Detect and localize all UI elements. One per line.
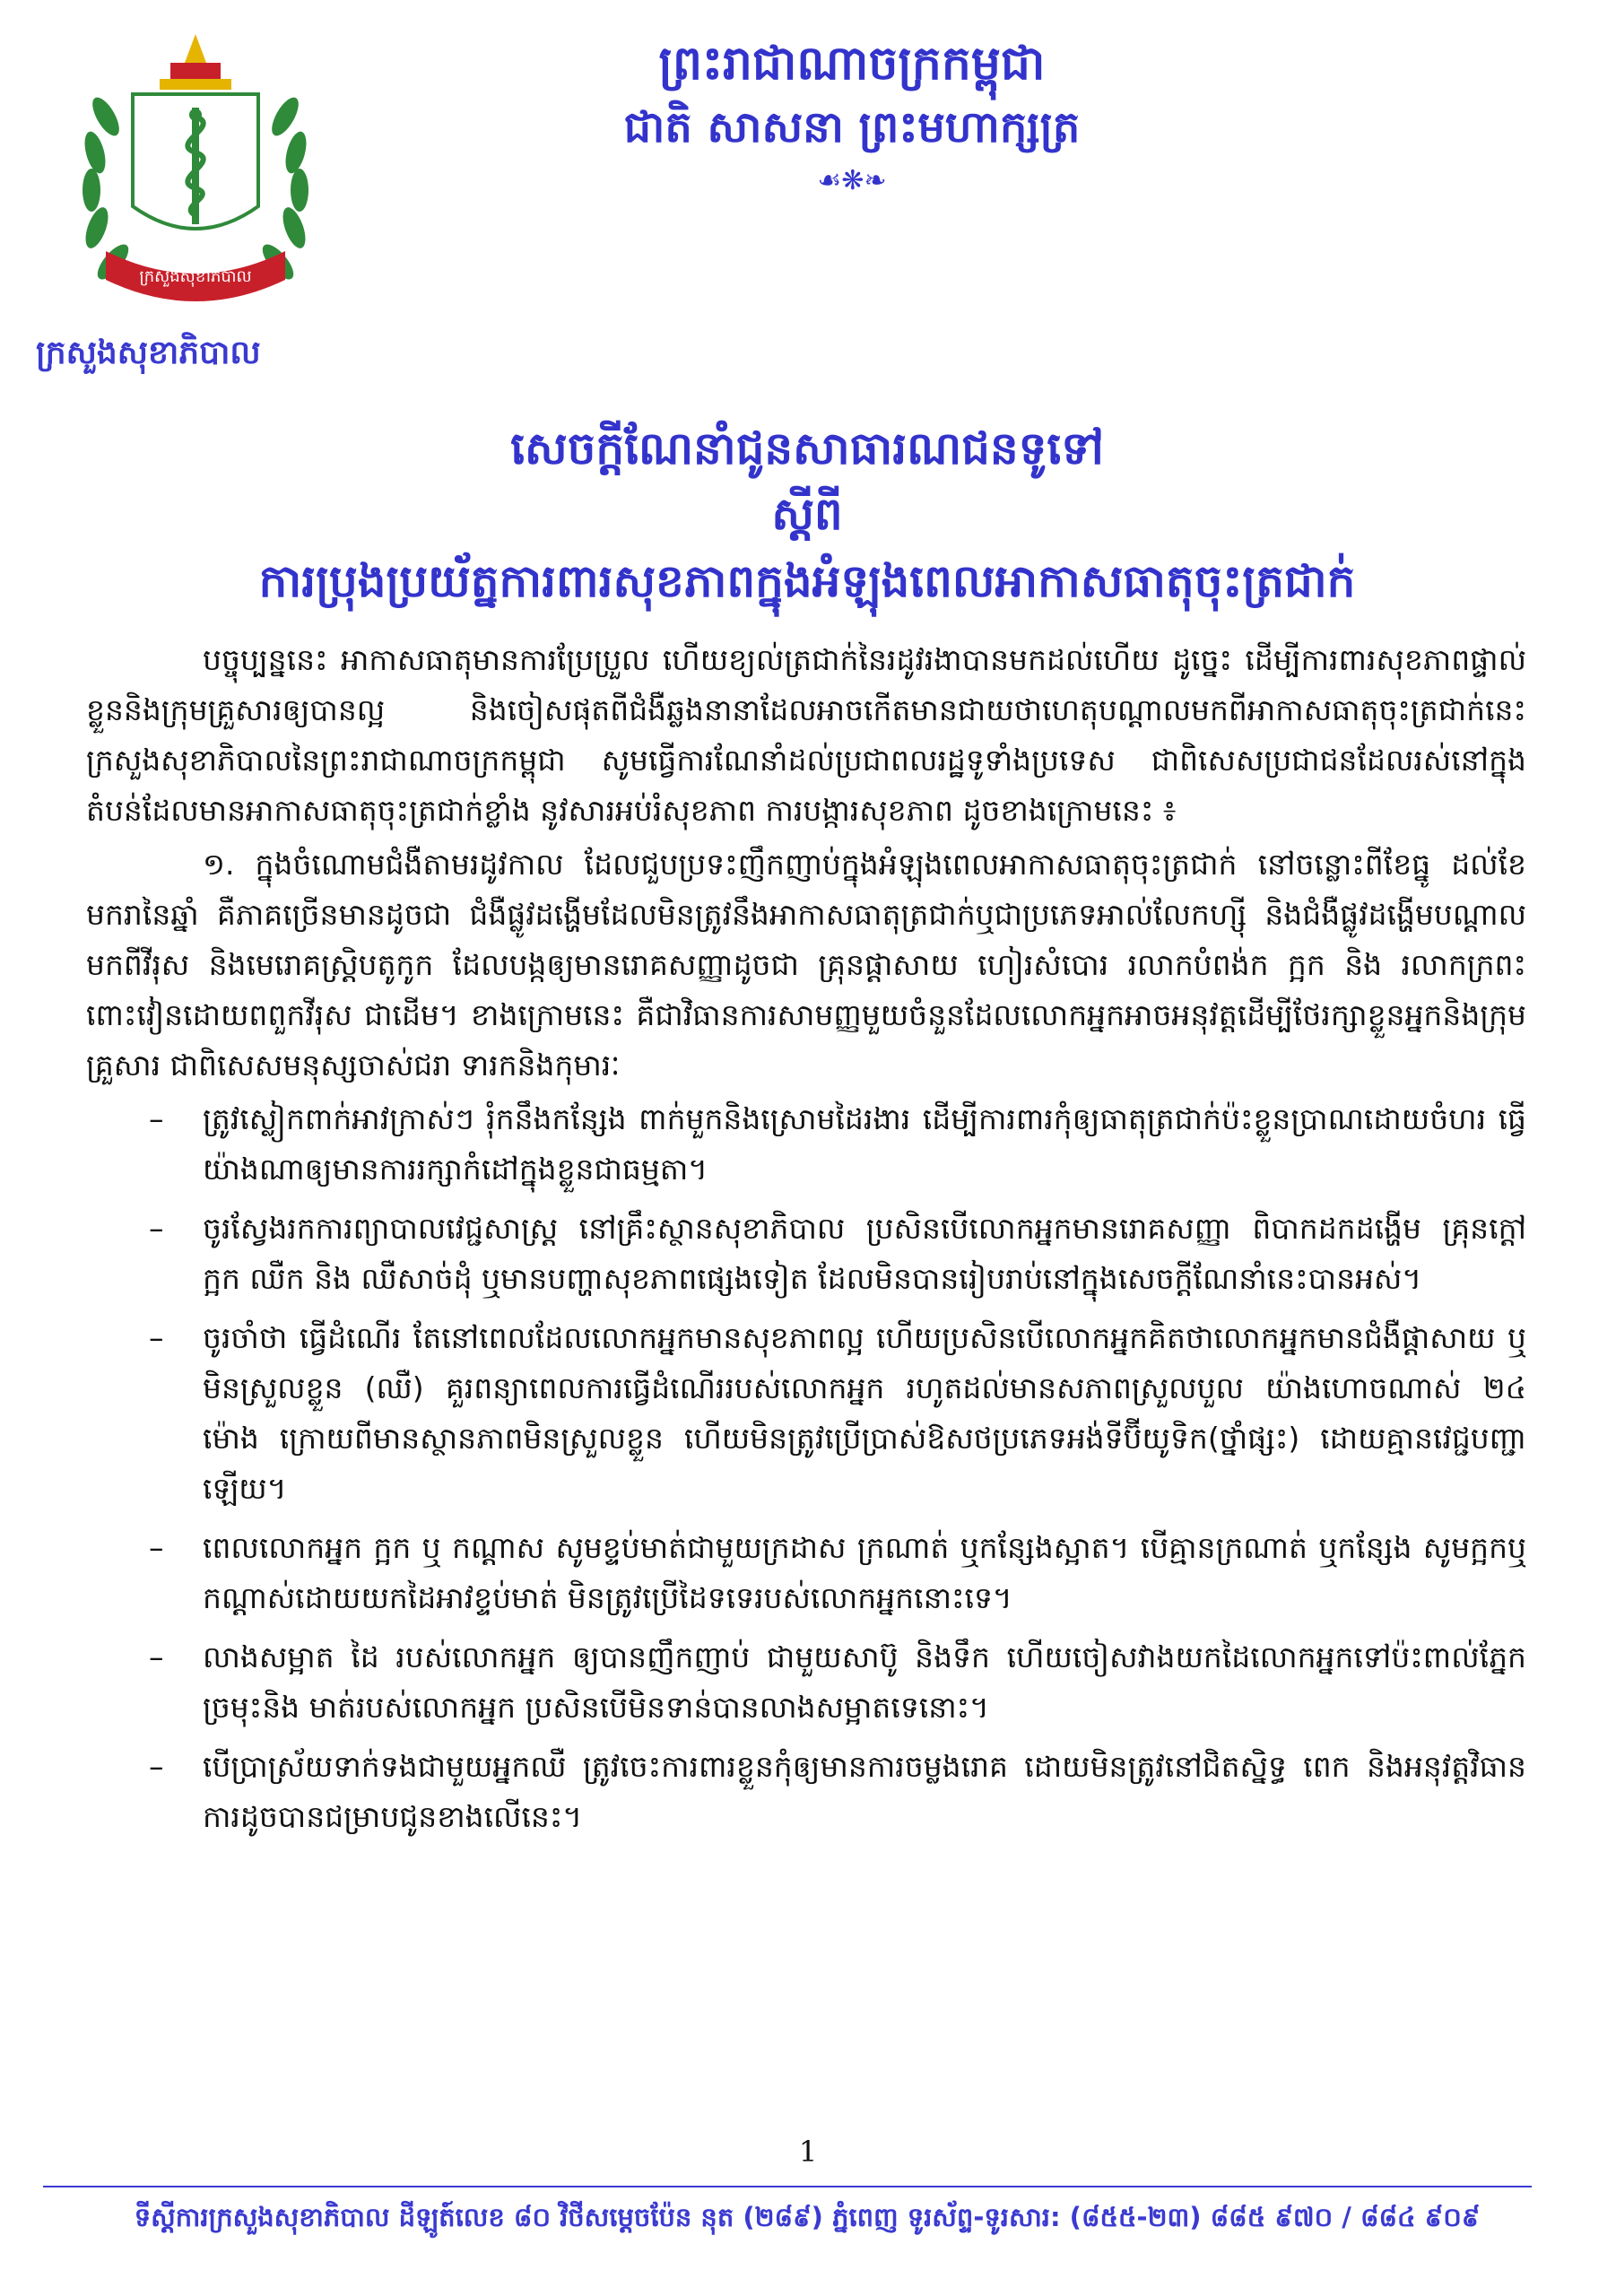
advice-list <box>86 1094 1526 1842</box>
kingdom-header <box>413 32 1291 199</box>
document-title <box>90 414 1525 617</box>
bullet-dash: – <box>149 1101 164 1136</box>
title-line-3: ការប្រុងប្រយ័ត្នការពារសុខភាពក្នុងអំឡុងពេលអាកាសធាតុចុះត្រជាក់ <box>258 555 1356 607</box>
list-item <box>86 1523 1526 1623</box>
title-line-1: សេចក្ដីណែនាំជូនសាធារណជនទូទៅ <box>510 422 1104 474</box>
footer-address: ទីស្ដីការក្រសួងសុខាភិបាល ដីឡូត៍លេខ ៨០ វិថីសម្ដេចប៉ែន នុត (២៨៩) ភ្នំពេញ ទូរស័ព្ទ-ទូរសារ: (៨៥៥-២៣) ៨៨៥ ៩៧០ / ៨៨៤ ៩០៩ <box>134 2202 1481 2232</box>
crown-icon <box>160 34 231 90</box>
national-motto: ជាតិ សាសនា ព្រះមហាក្សត្រ <box>623 102 1081 152</box>
bullet-dash: – <box>149 1530 164 1565</box>
ministry-logo <box>70 27 321 323</box>
point-1-paragraph: ១. ក្នុងចំណោមជំងឺតាមរដូវកាល ដែលជួបប្រទះញឹកញាប់ក្នុងអំឡុងពេលអាកាសធាតុចុះត្រជាក់ នៅចន្លោះពីខែធ្នូ ដល់ខែមករានៃឆ្នាំ គឺភាគច្រើនមានដូចជា ជំងឺផ្លូវដង្ហើមដែលមិនត្រូវនឹងអាកាសធាតុត្រជាក់ឬជាប្រភេទអាល់លែកហ្ស៊ី និងជំងឺផ្លូវដង្ហើមបណ្ដាលមកពីវីរុស និងមេរោគស្រ្ដិបតូកូក ដែលបង្កឲ្យមានរោគសញ្ញាដូចជា គ្រុនផ្ដាសាយ ហៀរសំបោរ រលាកបំពង់ក ក្អក និង រលាកក្រពះពោះវៀនដោយពពួកវីរុស ជាដើម។ ខាងក្រោមនេះ គឺជាវិធានការសាមញ្ញមួយចំនួនដែលលោកអ្នកអាចអនុវត្តដើម្បីថែរក្សាខ្លួនអ្នកនិងក្រុមគ្រួសារ ជាពិសេសមនុស្សចាស់ជរា ទារកនិងកុមារៈ <box>86 847 1526 1083</box>
list-item <box>86 1204 1526 1304</box>
intro-paragraph: បច្ចុប្បន្ននេះ អាកាសធាតុមានការប្រែប្រួល ហើយខ្យល់ត្រជាក់នៃរដូវរងាបានមកដល់ហើយ ដូច្នេះ ដើម្បីការពារសុខភាពផ្ទាល់ខ្លួននិងក្រុមគ្រួសារឲ្យបានល្អ និងចៀសផុតពីជំងឺឆ្លងនានាដែលអាចកើតមានជាយថាហេតុបណ្ដាលមកពីអាកាសធាតុចុះត្រជាក់នេះ ក្រសួងសុខាភិបាលនៃព្រះរាជាណាចក្រកម្ពុជា សូមធ្វើការណែនាំដល់ប្រជាពលរដ្ឋទូទាំងប្រទេស ជាពិសេសប្រជាជនដែលរស់នៅក្នុងតំបន់ដែលមានអាកាសធាតុចុះត្រជាក់ខ្លាំង នូវសារអប់រំសុខភាព ការបង្ការសុខភាព ដូចខាងក្រោមនេះ ៖ <box>86 642 1526 828</box>
ministry-name: ក្រសួងសុខាភិបាល <box>36 335 261 371</box>
bullet-dash: – <box>149 1749 164 1784</box>
list-item-text: ចូរស្វែងរកការព្យាបាលវេជ្ជសាស្រ្ដ នៅគ្រឹះស្ថានសុខាភិបាល ប្រសិនបើលោកអ្នកមានរោគសញ្ញា ពិបាកដកដង្ហើម គ្រុនក្ដៅ ក្អក ឈឺក និង ឈឺសាច់ដុំ ឬមានបញ្ហាសុខភាពផ្សេងទៀត ដែលមិនបានរៀបរាប់នៅក្នុងសេចក្ដីណែនាំនេះបានអស់។ <box>203 1211 1526 1296</box>
page-number: 1 <box>798 2135 818 2169</box>
bullet-dash: – <box>149 1320 164 1355</box>
footer-divider <box>43 2186 1532 2187</box>
bullet-dash: – <box>149 1639 164 1674</box>
ornament-icon: ☙❋❧ <box>817 165 887 196</box>
document-body <box>86 635 1526 1851</box>
list-item <box>86 1742 1526 1842</box>
list-item-text: បើប្រាស្រ័យទាក់ទងជាមួយអ្នកឈឺ ត្រូវចេះការពារខ្លួនកុំឲ្យមានការចម្លងរោគ ដោយមិនត្រូវនៅជិតស្និទ្ធ ពេក និងអនុវត្តវិធានការដូចបានជម្រាបជូនខាងលើនេះ។ <box>203 1749 1526 1834</box>
list-item-text: ត្រូវស្លៀកពាក់អាវក្រាស់ៗ រុំកនឹងកន្សែង ពាក់មួកនិងស្រោមដៃរងារ ដើម្បីការពារកុំឲ្យធាតុត្រជាក់ប៉ះខ្លួនប្រាណដោយចំហរ ធ្វើយ៉ាងណាឲ្យមានការរក្សាកំដៅក្នុងខ្លួនជាធម្មតា។ <box>203 1101 1526 1187</box>
list-item-text: ពេលលោកអ្នក ក្អក ឬ កណ្ដាស សូមខ្ទប់មាត់ជាមួយក្រដាស ក្រណាត់ ឬកន្សែងស្អាត។ បើគ្មានក្រណាត់ ឬកន្សែង សូមក្អកឬ កណ្ដាស់ដោយយកដៃអាវខ្ទប់មាត់ មិនត្រូវប្រើដៃទទេរបស់លោកអ្នកនោះទេ។ <box>203 1530 1526 1615</box>
list-item-text: ចូរចាំថា ធ្វើដំណើរ តែនៅពេលដែលលោកអ្នកមានសុខភាពល្អ ហើយប្រសិនបើលោកអ្នកគិតថាលោកអ្នកមានជំងឺផ្ដាសាយ ឬ មិនស្រួលខ្លួន (ឈឺ) គួរពន្យាពេលការធ្វើដំណើររបស់លោកអ្នក រហូតដល់មានសភាពស្រួលបួល យ៉ាងហោចណាស់ ២៤ ម៉ោង ក្រោយពីមានស្ថានភាពមិនស្រួលខ្លួន ហើយមិនត្រូវប្រើប្រាស់ឱសថប្រភេទអង់ទីប៊ីយូទិក(ថ្នាំផ្សះ) ដោយគ្មានវេជ្ជបញ្ជាឡើយ។ <box>203 1320 1526 1506</box>
kingdom-title: ព្រះរាជាណាចក្រកម្ពុជា <box>658 37 1046 91</box>
list-item <box>86 1313 1526 1514</box>
bullet-dash: – <box>149 1211 164 1246</box>
list-item <box>86 1094 1526 1195</box>
list-item-text: លាងសម្អាត ដៃ របស់លោកអ្នក ឲ្យបានញឹកញាប់ ជាមួយសាប៊ូ និងទឹក ហើយចៀសវាងយកដៃលោកអ្នកទៅប៉ះពាល់ភ្នែក ច្រមុះនិង មាត់របស់លោកអ្នក ប្រសិនបើមិនទាន់បានលាងសម្អាតទេនោះ។ <box>203 1639 1526 1725</box>
logo-caption: ក្រសួងសុខាភិបាល <box>139 267 252 286</box>
title-line-2: ស្ដីពី <box>771 488 843 540</box>
list-item <box>86 1632 1526 1733</box>
